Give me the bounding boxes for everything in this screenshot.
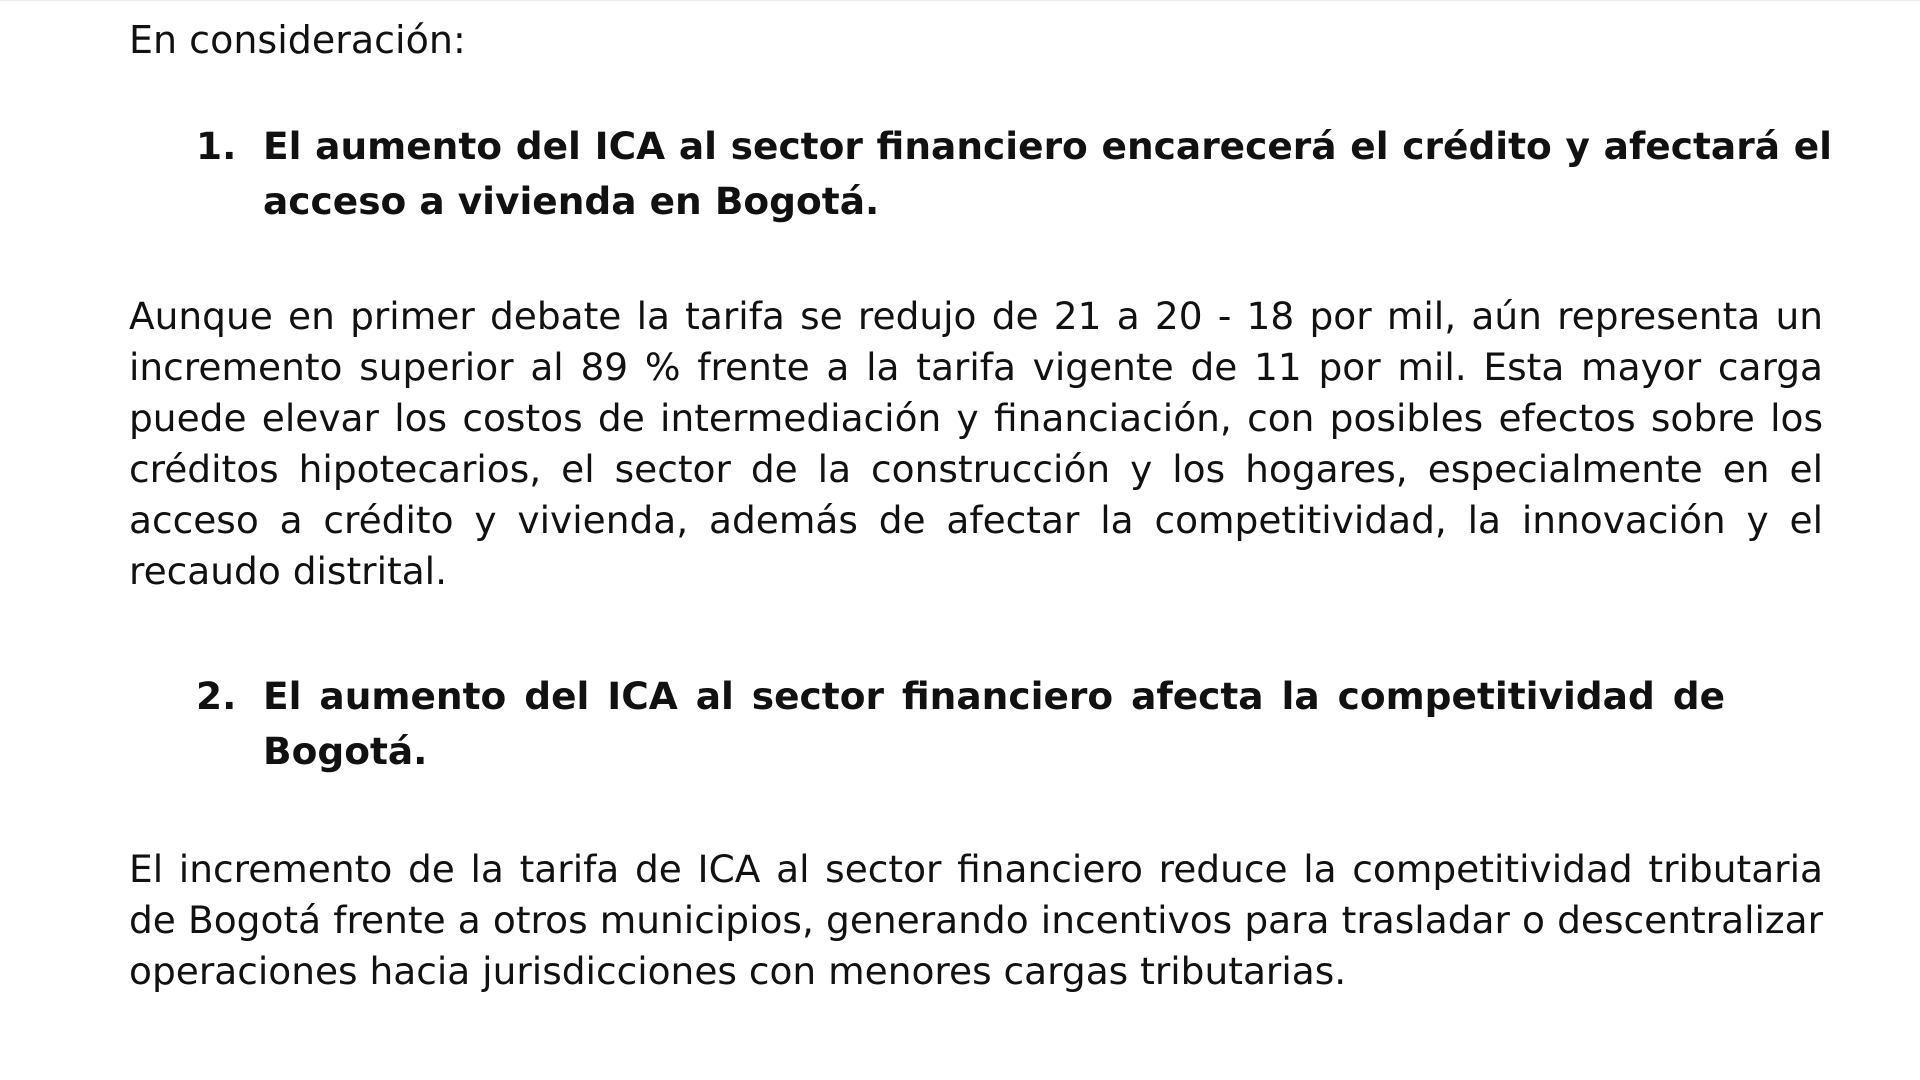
section-1-heading-text: El aumento del ICA al sector financiero encarecerá el crédito y afectará el acceso a vivienda en Bogotá. [263, 124, 1832, 223]
section-1-heading [196, 119, 1832, 229]
section-1-body: Aunque en primer debate la tarifa se redujo de 21 a 20 - 18 por mil, aún representa un incremento superior al 89 % frente a la tarifa vigente de 11 por mil. Esta mayor carga puede elevar los costos de intermediación y financiación, con posibles efectos sobre los créditos hipotecarios, el sector de la construcción y los hogares, especialmente en el acceso a crédito y vivienda, además de afectar la competitividad, la innovación y el recaudo distrital. [129, 294, 1823, 593]
section-2-body: El incremento de la tarifa de ICA al sector financiero reduce la competitividad tributaria de Bogotá frente a otros municipios, generando incentivos para trasladar o descentralizar operaciones hacia jurisdicciones con menores cargas tributarias. [129, 847, 1823, 993]
section-2-number: 2. [196, 674, 237, 718]
section-1-number: 1. [196, 124, 237, 168]
section-2-heading-text: El aumento del ICA al sector financiero afecta la competitividad de Bogotá. [263, 674, 1725, 773]
intro-text: En consideración: [129, 18, 466, 62]
section-2-heading [196, 669, 1725, 779]
